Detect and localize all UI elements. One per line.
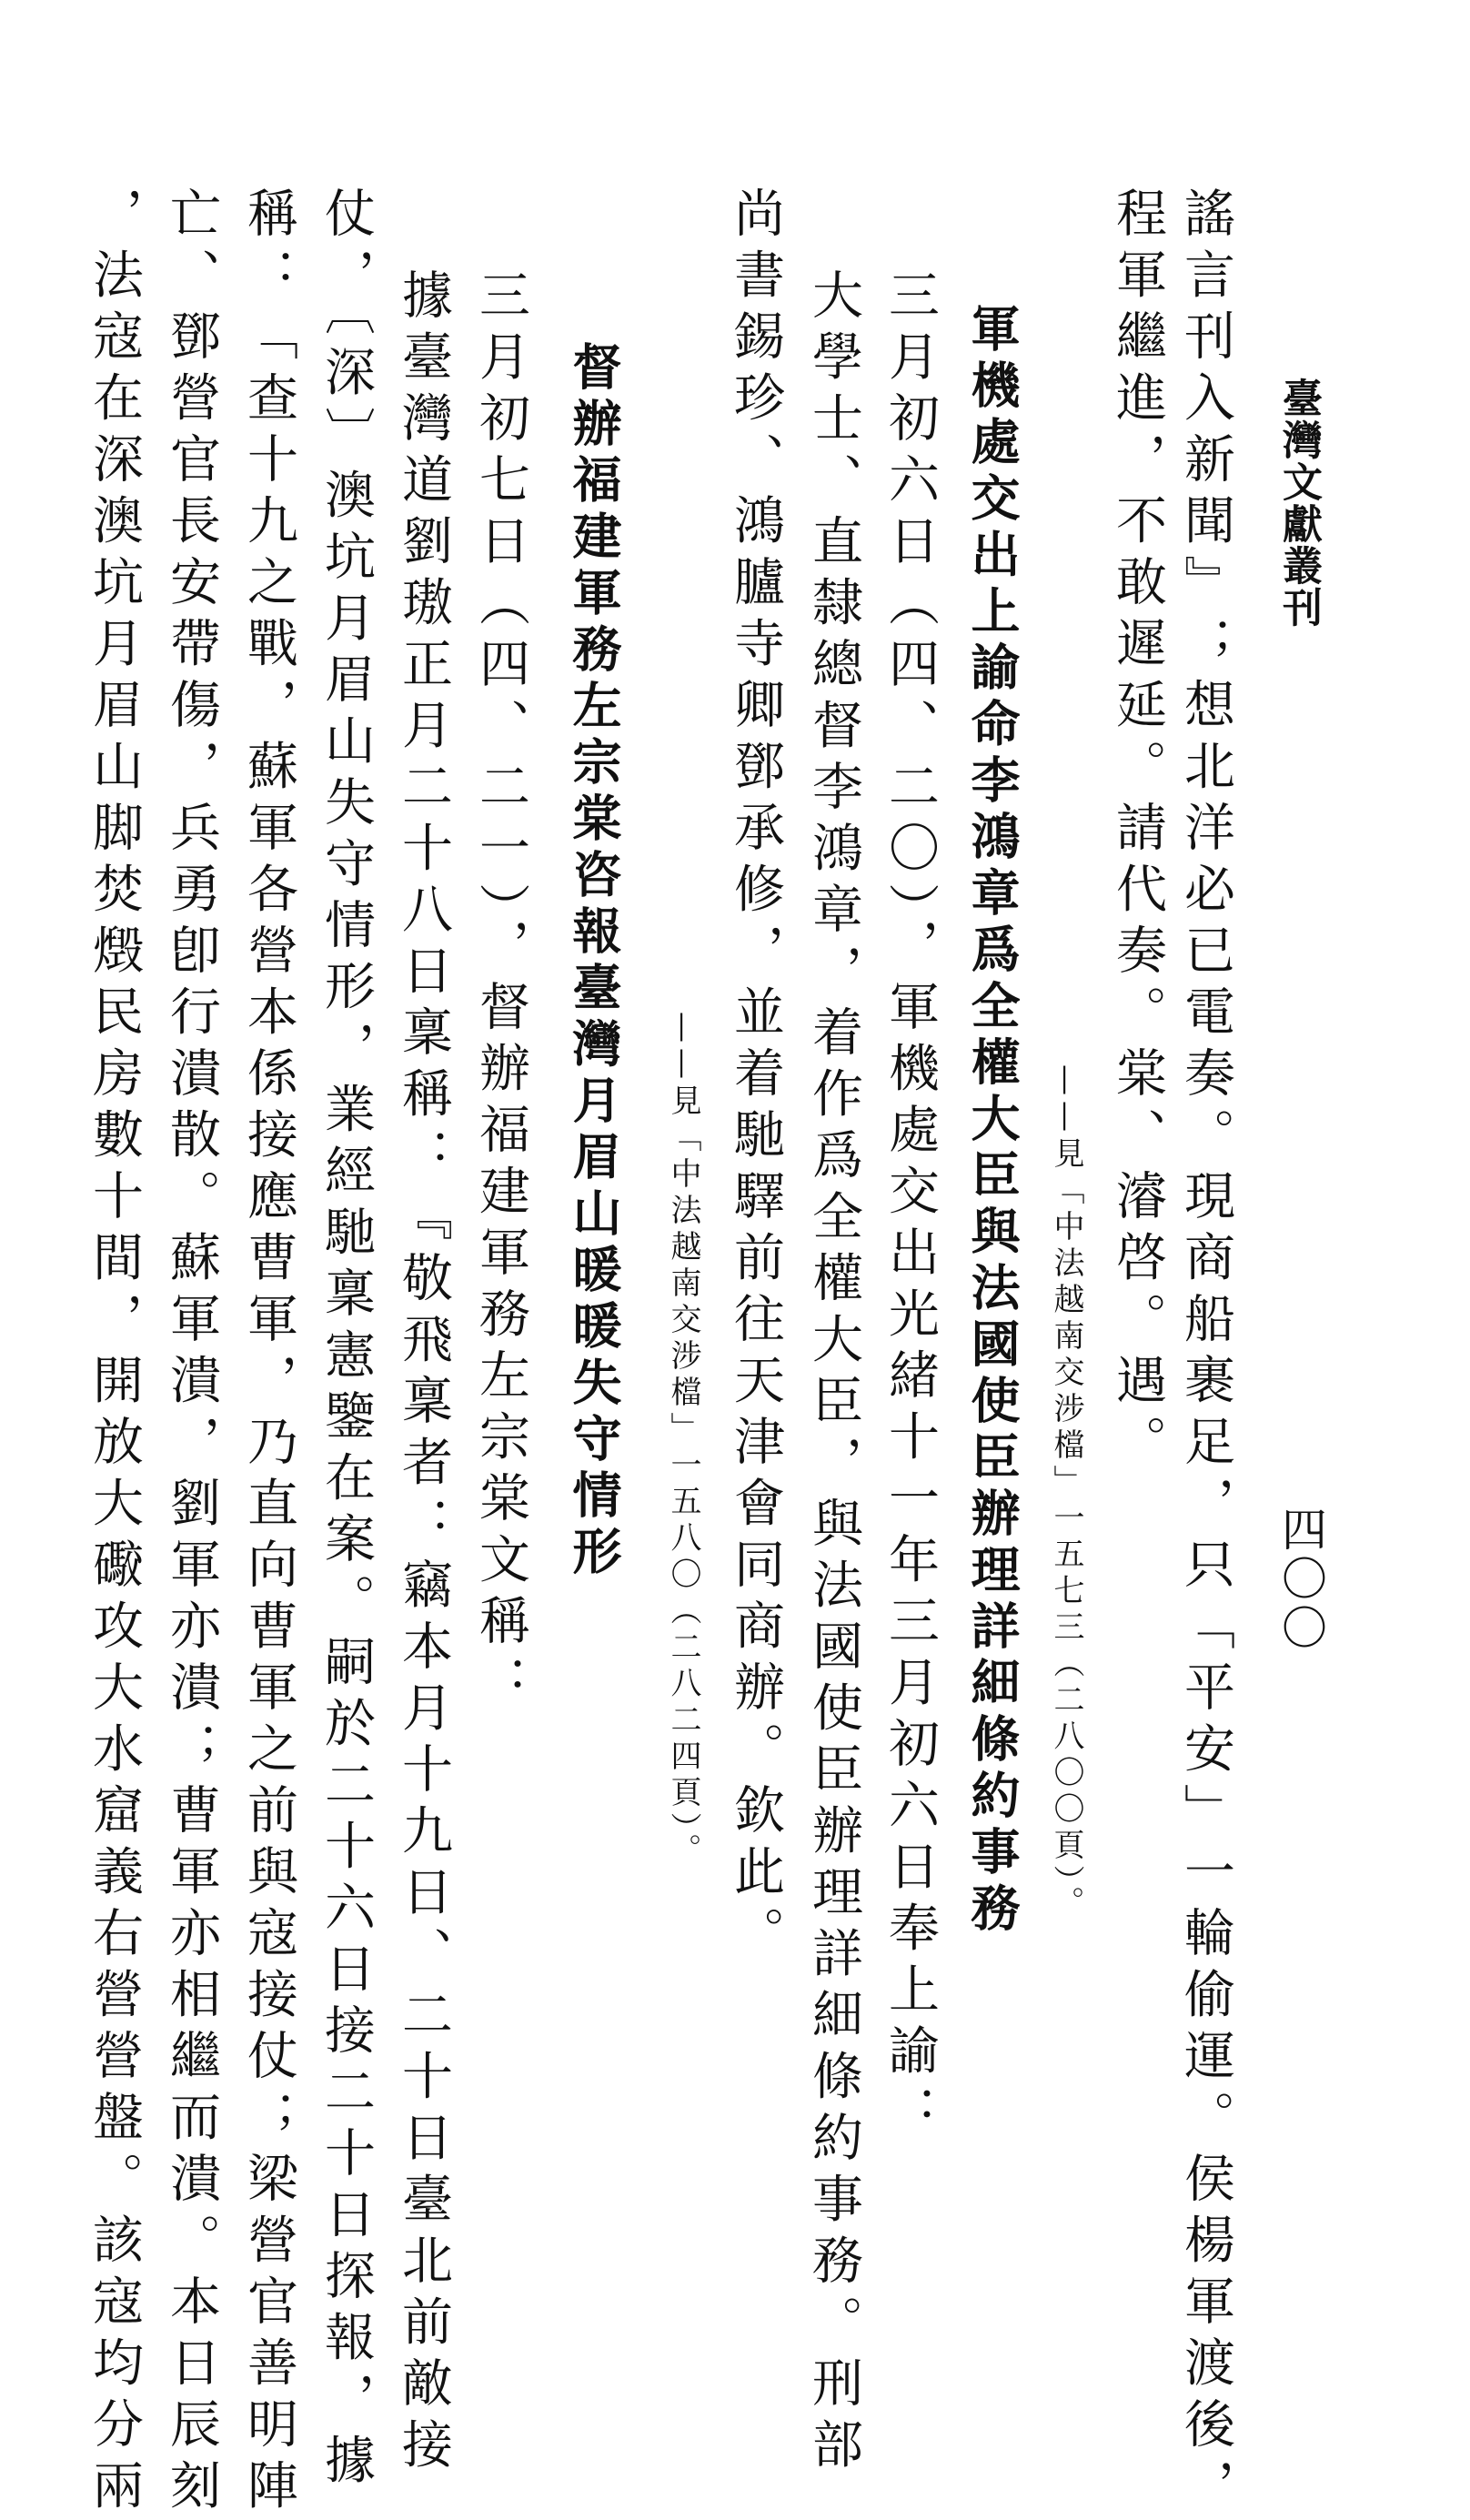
text-column: 據臺灣道劉璈正月二十八日稟稱：『敬飛稟者：竊本月十九日、二十日臺北前敵接	[394, 268, 453, 2479]
citation: ——見「中法越南交涉檔」一五七三（二八〇〇頁）。	[1048, 1064, 1084, 1922]
text-column: 稱：「查十九之戰，蘇軍各營本係接應曹軍，乃直向曹軍之前與寇接仗；梁營官善明陣	[239, 186, 298, 2520]
text-column: 大學士、直隸總督李鴻章，着作爲全權大臣，與法國使臣辦理詳細條約事務。刑部	[804, 268, 863, 2479]
section-title: 軍機處交出上諭命李鴻章爲全權大臣與法國使臣辦理詳細條約事務	[963, 303, 1021, 1939]
text-column: 謠言刊入新聞』；想北洋必已電奏。現商船裹足，只「平安」一輪偷運。侯楊軍渡後，	[1176, 186, 1235, 2520]
text-column: 三月初七日（四、二一），督辦福建軍務左宗棠文稱：	[471, 268, 530, 1717]
book-title: 臺灣文獻叢刊	[1275, 378, 1322, 629]
text-column: ，法寇在深澳坑月眉山脚焚燬民房數十間，開放大礮攻大水窟義右營營盤。該寇均分兩	[85, 186, 144, 2520]
section-title: 督辦福建軍務左宗棠咨報臺灣月眉山暖暖失守情形	[565, 341, 622, 1582]
text-column: 仗，〔深〕澳坑月眉山失守情形，業經馳稟憲鑒在案。嗣於二十六日接二十日探報，據	[317, 186, 376, 2495]
text-column: 尚書錫珍、鴻臚寺卿鄧承修，並着馳驛前往天津會同商辦。欽此。	[726, 186, 785, 1968]
page-number: 四〇〇	[1274, 1506, 1327, 1653]
text-column: 程軍繼進，不敢遲延。請代奏。棠、濬啓。遇。	[1108, 186, 1167, 1477]
text-column: 亡、鄧營官長安帶傷，兵勇卽行潰散。蘇軍潰，劉軍亦潰；曹軍亦相繼而潰。本日辰刻	[162, 186, 221, 2520]
citation: ——見「中法越南交涉檔」一五八〇（二八二四頁）。	[665, 1012, 701, 1870]
text-column: 三月初六日（四、二〇），軍機處交出光緒十一年三月初六日奉上諭：	[881, 268, 940, 2147]
